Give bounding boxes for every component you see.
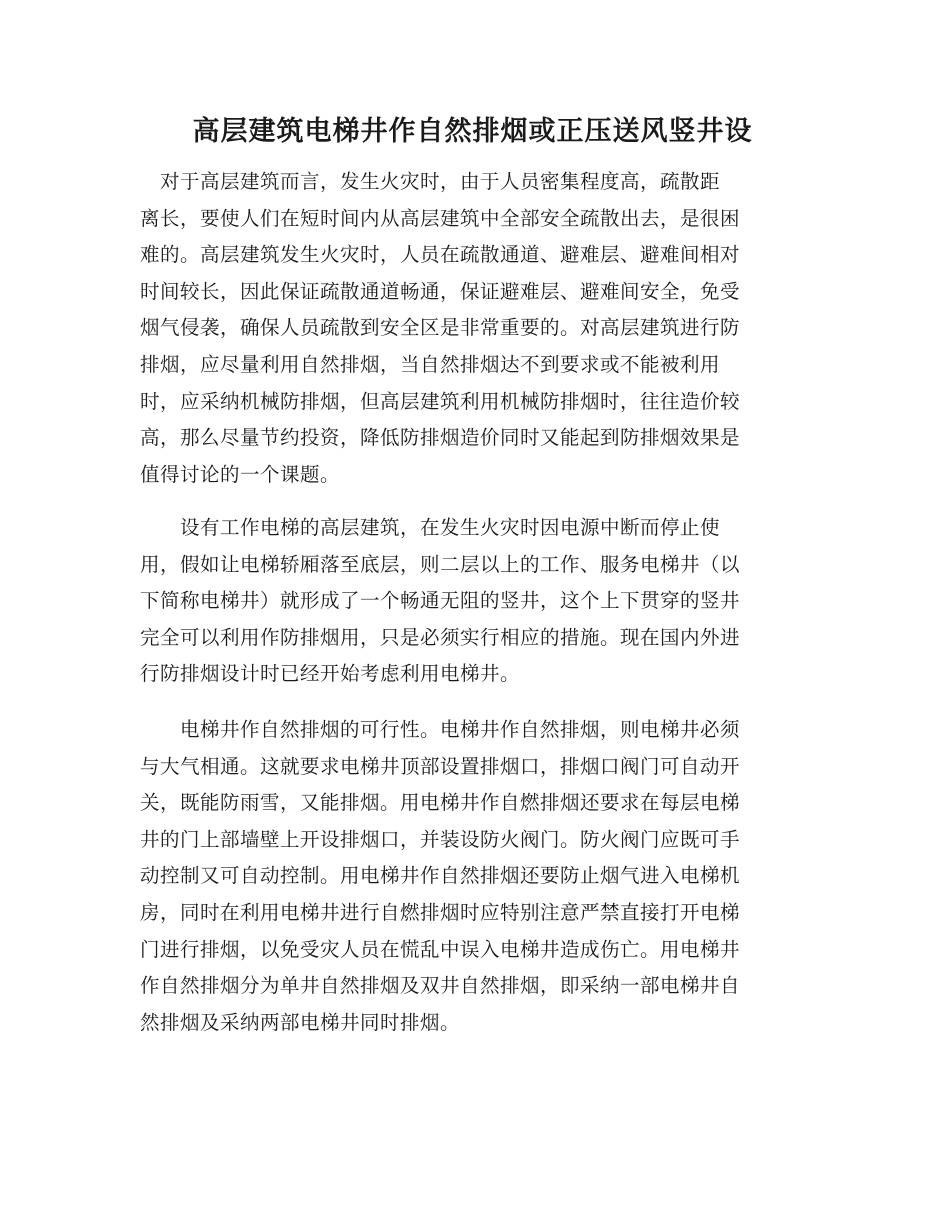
text-line: 完全可以利用作防排烟用，只是必须实行相应的措施。现在国内外进 xyxy=(140,625,741,649)
text-line: 房，同时在利用电梯井进行自燃排烟时应特别注意严禁直接打开电梯 xyxy=(140,900,741,924)
text-line: 烟气侵袭，确保人员疏散到安全区是非常重要的。对高层建筑进行防 xyxy=(140,316,741,340)
paragraph-1 xyxy=(140,164,810,493)
text-line: 时间较长，因此保证疏散通道畅通，保证避难层、避难间安全，免受 xyxy=(140,279,741,303)
text-line: 动控制又可自动控制。用电梯井作自然排烟还要防止烟气进入电梯机 xyxy=(140,864,741,888)
text-line: 与大气相通。这就要求电梯井顶部设置排烟口，排烟口阀门可自动开 xyxy=(140,754,741,778)
text-line: 行防排烟设计时已经开始考虑利用电梯井。 xyxy=(140,662,521,686)
text-line: 时，应采纳机械防排烟，但高层建筑利用机械防排烟时，往往造价较 xyxy=(140,389,741,413)
text-line: 门进行排烟，以免受灾人员在慌乱中误入电梯井造成伤亡。用电梯井 xyxy=(140,937,741,961)
paragraph-2 xyxy=(140,510,810,693)
text-line: 关，既能防雨雪，又能排烟。用电梯井作自燃排烟还要求在每层电梯 xyxy=(140,791,741,815)
text-line: 值得讨论的一个课题。 xyxy=(140,462,341,486)
text-line: 难的。高层建筑发生火灾时，人员在疏散通道、避难层、避难间相对 xyxy=(140,243,741,267)
text-line: 井的门上部墙壁上开设排烟口，并装设防火阀门。防火阀门应既可手 xyxy=(140,827,741,851)
text-line: 对于高层建筑而言，发生火灾时，由于人员密集程度高，疏散距 xyxy=(140,170,721,193)
text-line: 作自然排烟分为单井自然排烟及双井自然排烟，即采纳一部电梯井自 xyxy=(140,974,741,998)
text-line: 然排烟及采纳两部电梯井同时排烟。 xyxy=(140,1010,461,1034)
document-title: 高层建筑电梯井作自然排烟或正压送风竖井设 xyxy=(192,116,753,147)
text-line: 设有工作电梯的高层建筑，在发生火灾时因电源中断而停止使 xyxy=(140,516,721,539)
text-line: 电梯井作自然排烟的可行性。电梯井作自然排烟，则电梯井必须 xyxy=(140,718,741,741)
paragraph-3 xyxy=(140,712,810,1041)
text-line: 高，那么尽量节约投资，降低防排烟造价同时又能起到防排烟效果是 xyxy=(140,426,741,450)
text-line: 下简称电梯井）就形成了一个畅通无阻的竖井，这个上下贯穿的竖井 xyxy=(140,589,741,613)
text-line: 排烟，应尽量利用自然排烟，当自然排烟达不到要求或不能被利用 xyxy=(140,352,721,376)
text-line: 用，假如让电梯轿厢落至底层，则二层以上的工作、服务电梯井（以 xyxy=(140,552,741,576)
text-line: 离长，要使人们在短时间内从高层建筑中全部安全疏散出去，是很困 xyxy=(140,206,741,230)
